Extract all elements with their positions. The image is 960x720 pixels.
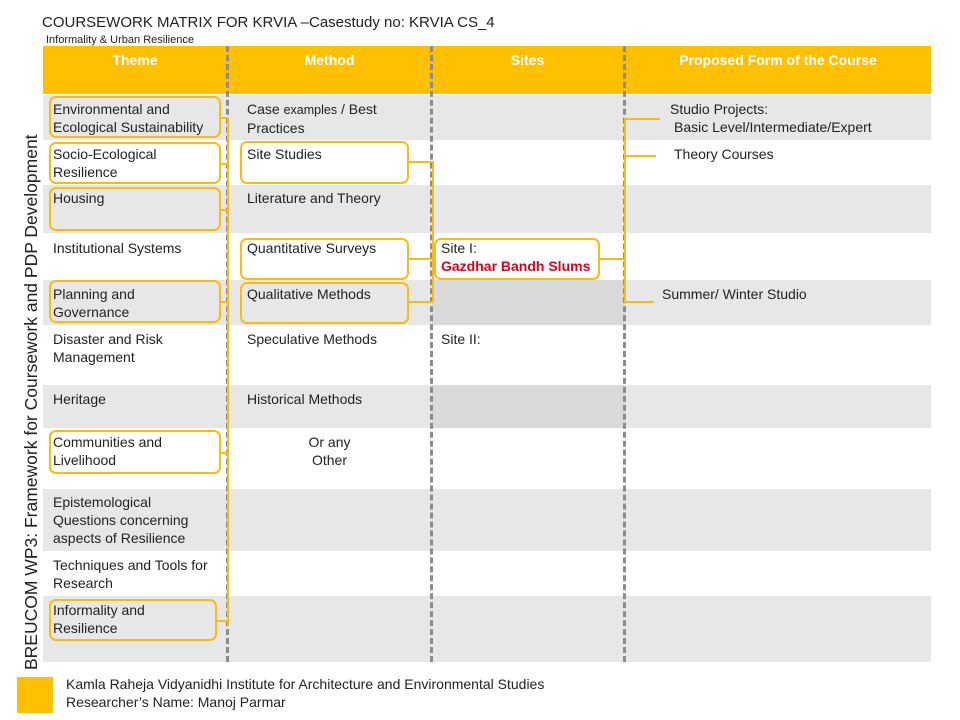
sites-cell-shaded — [432, 385, 625, 428]
theme-connector-tick — [220, 301, 228, 303]
proposed-connector-tick — [624, 118, 660, 120]
method-highlight-box — [240, 238, 409, 280]
theme-item: Communities and Livelihood — [53, 434, 162, 468]
header-method: Method — [304, 52, 355, 68]
theme-item: Planning and Governance — [53, 286, 135, 320]
header-sites: Sites — [510, 52, 545, 68]
theme-connector-tick — [220, 163, 228, 165]
sites-cell-shaded — [432, 280, 625, 325]
method-or-any — [229, 433, 430, 469]
header-proposed: Proposed Form of the Course — [679, 52, 877, 68]
proposed-theory: Theory Courses — [674, 146, 774, 162]
proposed-connector-tick — [624, 155, 656, 157]
method-highlight-box — [240, 282, 409, 324]
theme-highlight-box — [49, 142, 221, 184]
method-item: Literature and Theory — [247, 190, 381, 206]
method-case-word: Case — [247, 101, 280, 117]
theme-item: Informality and Resilience — [53, 602, 145, 636]
theme-connector-tick — [216, 620, 228, 622]
method-other-line: Other — [311, 452, 347, 468]
method-or-any-line: Or any — [308, 434, 351, 450]
theme-item: Epistemological Questions concerning aspects of Resilience — [53, 494, 189, 546]
theme-item: Techniques and Tools for Research — [53, 557, 208, 591]
footer-researcher: Researcher’s Name: Manoj Parmar — [66, 694, 286, 710]
theme-item: Disaster and Risk Management — [53, 331, 163, 365]
method-item: Qualitative Methods — [247, 286, 371, 302]
method-item: Site Studies — [247, 146, 322, 162]
theme-highlight-box — [49, 187, 221, 231]
proposed-summer: Summer/ Winter Studio — [662, 286, 807, 302]
method-connector-line — [432, 161, 434, 302]
method-highlight-box — [240, 141, 409, 184]
column-divider — [430, 46, 433, 662]
page-title: COURSEWORK MATRIX FOR KRVIA –Casestudy no: KRVIA CS_4 — [42, 14, 495, 31]
page-subtitle: Informality & Urban Resilience — [46, 34, 194, 46]
header-theme: Theme — [112, 52, 158, 68]
method-item: Speculative Methods — [247, 331, 377, 347]
method-connector-tick — [409, 258, 433, 260]
site-connector-tick — [600, 258, 625, 260]
side-label: BREUCOM WP3: Framework for Coursework and PDP Development — [21, 134, 41, 670]
theme-item: Heritage — [53, 391, 106, 407]
theme-highlight-box — [49, 96, 221, 138]
theme-connector-tick — [220, 452, 228, 454]
theme-highlight-box — [49, 280, 221, 323]
method-connector-tick — [409, 161, 433, 163]
method-item: Quantitative Surveys — [247, 240, 377, 256]
theme-connector-tick — [220, 117, 228, 119]
method-best-practices: / Best Practices — [247, 101, 377, 136]
proposed-connector-line — [624, 118, 626, 302]
site-1-label: Site I: — [441, 240, 477, 256]
proposed-studio-projects: Studio Projects: — [670, 101, 769, 117]
method-connector-tick — [409, 301, 433, 303]
footer-institute: Kamla Raheja Vidyanidhi Institute for Architecture and Environmental Studies — [66, 676, 545, 692]
footer-logo-square — [17, 677, 53, 713]
theme-connector-line — [227, 118, 229, 626]
theme-connector-tick — [220, 209, 228, 211]
theme-item: Institutional Systems — [53, 240, 182, 256]
theme-highlight-box — [49, 430, 221, 474]
proposed-levels: Basic Level/Intermediate/Expert — [674, 119, 872, 135]
method-item: Historical Methods — [247, 391, 363, 407]
site-1-name: Gazdhar Bandh Slums — [441, 258, 591, 274]
method-examples-word: examples — [283, 103, 338, 117]
theme-item: Socio-Ecological Resilience — [53, 146, 157, 180]
theme-item: Environmental and Ecological Sustainability — [53, 101, 204, 135]
site-2-label: Site II: — [441, 331, 481, 347]
proposed-connector-tick — [624, 301, 654, 303]
method-case-examples — [247, 100, 417, 137]
theme-highlight-box — [49, 599, 217, 641]
theme-item: Housing — [53, 190, 105, 206]
